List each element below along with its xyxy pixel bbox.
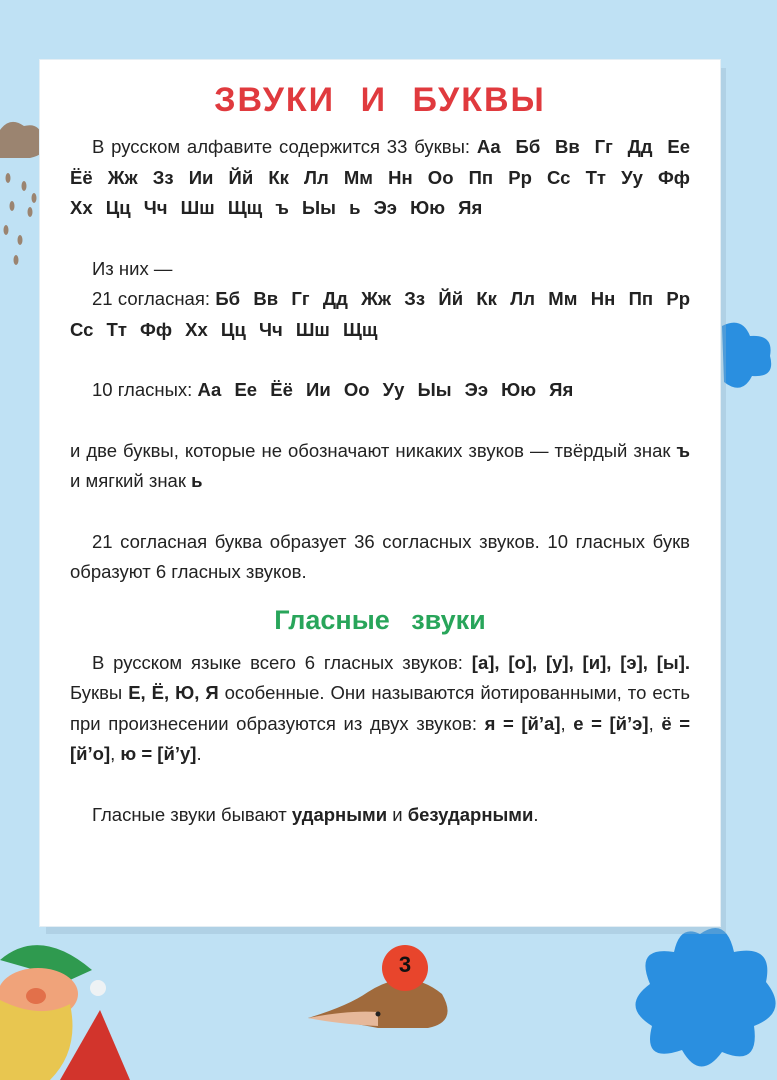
vowel-sounds-text-3: особенные. Они называются йотированными, то есть при произнесении образуются из двух звуков: bbox=[70, 682, 690, 734]
alphabet-letters: Аа Бб Вв Гг Дд Ее Ёё Жж Зз Ии Йй Кк Лл Мм Нн Оо Пп Рр Сс Тт Уу Фф Хх Цц Чч Шш Щщ ъ Ыы ь Ээ Юю Яя bbox=[70, 136, 690, 218]
stress-text-1: Гласные звуки бывают bbox=[92, 803, 287, 825]
vowel-sounds-text-2: Буквы bbox=[70, 682, 123, 703]
alphabet-paragraph bbox=[70, 132, 690, 224]
signs-text-1: и две буквы, которые не обозначают никаких звуков — твёрдый знак bbox=[70, 439, 671, 461]
flower-bottom-right-icon bbox=[630, 922, 777, 1080]
content-card bbox=[40, 60, 720, 926]
vowel-letters: Аа Ее Ёё Ии Оо Уу Ыы Ээ Юю Яя bbox=[197, 379, 574, 400]
page-number: 3 bbox=[398, 952, 412, 977]
consonants-paragraph bbox=[70, 284, 690, 345]
page-number-badge bbox=[382, 945, 428, 991]
gnome-icon bbox=[0, 930, 140, 1080]
vowel-sounds-list: [а], [о], [у], [и], [э], [ы]. bbox=[471, 651, 691, 673]
hedgehog-icon bbox=[308, 972, 458, 1032]
stress-paragraph bbox=[70, 800, 690, 831]
signs-paragraph bbox=[70, 436, 690, 497]
iotated-letters: Е, Ё, Ю, Я bbox=[128, 682, 219, 703]
sounds-summary: 21 согласная буква образует 36 согласных звуков. 10 гласных букв образуют 6 гласных звуков. bbox=[70, 530, 690, 582]
iotated-yu: ю = [й’у] bbox=[120, 743, 197, 764]
vowels-paragraph bbox=[70, 375, 690, 406]
signs-text-2: и мягкий знак bbox=[70, 470, 186, 491]
stress-period: . bbox=[533, 803, 539, 825]
rain-cloud-icon bbox=[0, 120, 45, 270]
section-subtitle: Гласные звуки bbox=[274, 604, 486, 635]
soft-sign: ь bbox=[191, 470, 203, 491]
stressed-word: ударными bbox=[291, 803, 388, 825]
alphabet-intro: В русском алфавите содержится 33 буквы: bbox=[92, 136, 470, 157]
of-them-line: Из них — bbox=[92, 257, 173, 279]
vowels-label: 10 гласных: bbox=[92, 379, 193, 400]
hard-sign: ъ bbox=[676, 439, 690, 461]
page-title: ЗВУКИ И БУКВЫ bbox=[214, 81, 546, 119]
consonant-letters: Бб Вв Гг Дд Жж Зз Йй Кк Лл Мм Нн Пп Рр Сс Тт Фф Хх Цц Чч Шш Щщ bbox=[70, 288, 690, 340]
vowel-sounds-paragraph: В русском языке всего 6 гласных звуков: [а], [о], [у], [и], [э], [ы]. Буквы Е, Ё, Ю, Я особенные. Они называются йотированными, то есть при произнесении образуются из двух звуков: я = [й’а], е = [й’э], ё = [й’о], ю = [й’у]. bbox=[70, 651, 691, 764]
iotated-yo: ё = [й’о] bbox=[70, 712, 690, 764]
consonants-label: 21 согласная: bbox=[92, 288, 210, 309]
vowel-sounds-text-1: В русском языке всего 6 гласных звуков: bbox=[92, 651, 463, 673]
flower-right-icon bbox=[712, 316, 777, 396]
iotated-ya: я = [й’а] bbox=[484, 712, 561, 734]
unstressed-word: безударными bbox=[407, 803, 534, 825]
iotated-e: е = [й’э] bbox=[573, 712, 649, 734]
stress-text-2: и bbox=[392, 803, 403, 825]
